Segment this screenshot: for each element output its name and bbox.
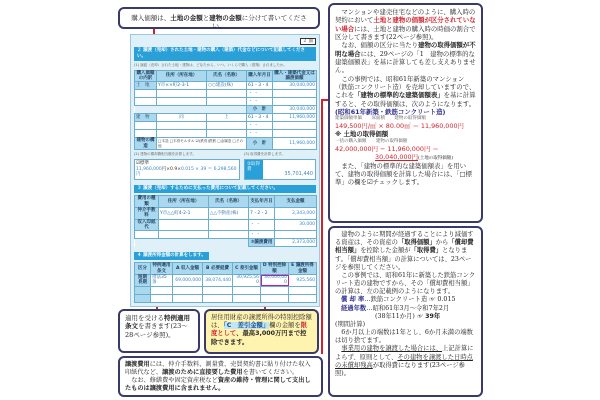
- text: その建物を譲渡した日時点の未償却残高: [335, 353, 473, 369]
- text: 建物の取得価額が不明な場合: [335, 41, 476, 58]
- cell: 上: [207, 114, 247, 122]
- text: なお、価額の区分に当たり: [341, 41, 419, 50]
- table-row: [135, 130, 317, 138]
- label: 経過年数: [341, 304, 367, 312]
- label: 償 却 率: [341, 296, 365, 304]
- col-header: 氏名（名称）: [207, 70, 247, 82]
- text: (期間計算): [335, 320, 366, 328]
- depreciation-calc: ☑標準 11,960,000円×0.9×0.015 × 39 ＝ 6,298,560円: [134, 159, 240, 181]
- col-header: D 特別控除額: [261, 263, 289, 275]
- depreciation-amount: 6,298,560: [213, 166, 237, 172]
- cell: ・ ・: [249, 219, 275, 231]
- cell: ・ ・: [247, 130, 273, 138]
- text: 建物のように期間が経過することにより減価する資産は、その資産の: [335, 231, 474, 247]
- depreciation-rate: 0.015: [180, 166, 194, 172]
- text: 譲渡費用: [125, 361, 150, 368]
- gain-calc-table: [134, 262, 317, 303]
- transfer-cost-callout: [118, 356, 323, 397]
- text: 上記計算によらず、原則として、: [335, 345, 474, 361]
- cell: 61・3・4: [247, 82, 273, 90]
- cell: 69,000,000: [173, 275, 203, 287]
- cell: ・ ・: [249, 231, 275, 239]
- col-header: 支払年月日: [249, 196, 275, 208]
- cell: 同: [157, 114, 207, 122]
- page-mark: ２ 面: [300, 38, 316, 45]
- building-subtotal: 11,960,000: [273, 138, 317, 150]
- table-row: [135, 114, 317, 122]
- cell: 仲介手数料: [135, 207, 159, 219]
- section1-subtitle: (1) 譲渡（売却）された土地・建物は、どなたから、いつ、いくらで購入（建築）されましたか。: [134, 63, 287, 68]
- label: 建物の取得価額: [375, 138, 408, 144]
- text: 居住用財産の譲渡所得の特別控除額は、: [211, 314, 312, 330]
- cell: Y市××町2-3-1: [157, 82, 207, 90]
- col-header: 区分: [135, 263, 151, 275]
- col-header: 住所（所在地）: [159, 196, 209, 208]
- cell: 30,000: [275, 219, 317, 231]
- rate-text: 円×0.9×: [161, 166, 181, 172]
- special-clause-callout: [118, 309, 200, 353]
- depreciation-label: (2) 建物の償却費相当額を計算します。: [134, 152, 196, 157]
- table-row: [135, 138, 317, 150]
- building-type-label: 建物の構造: [136, 138, 155, 149]
- table-row: [135, 82, 317, 90]
- text: には、29ページの「1 建物の標準的な建築価額表」: [335, 49, 475, 66]
- col-header: B 必要経費: [203, 263, 233, 275]
- tax-form-page2: [130, 34, 320, 307]
- callout-text: と: [202, 14, 210, 22]
- cell: 30,925,560: [233, 275, 261, 287]
- cell: ○○建設(株): [207, 82, 247, 90]
- col-header: 支払金額: [275, 196, 317, 208]
- text: には、土地と建物の購入時の時価の割合で区分して書きます(22ページ参照)。: [335, 24, 476, 41]
- label: 床面積: [371, 116, 385, 122]
- section4-title: ４ 譲渡所得金額の計算をします。: [134, 252, 209, 260]
- text: 39年: [425, 312, 441, 320]
- text: 適用を受ける: [125, 314, 164, 322]
- purchase-table: [134, 70, 317, 151]
- cost-total-label: ③譲渡費用: [249, 239, 275, 247]
- text: マンションや建売住宅などのように、購入時の契約において: [335, 8, 476, 25]
- cell: 2,343,000: [275, 207, 317, 219]
- text: となります。「償却費相当額」の計算については、23ページを参照してください。: [335, 247, 472, 271]
- calc-title: (昭和61年新築・鉄筋コンクリート造): [335, 107, 446, 116]
- building-calc: 149,500円/㎡ × 80.00㎡ ＝ 11,960,000円: [335, 122, 464, 131]
- cell: 11,960,000: [273, 114, 317, 122]
- col-header: 購入・建築代金又は譲渡価額: [274, 70, 315, 82]
- label: 一括の購入価額: [335, 138, 367, 144]
- text: この事例では、昭和61年に新築した鉄筋コンクリート造の建物ですから、その「償却費相当額」の計算は、左の記載例のようになります。: [335, 271, 476, 296]
- text: 土地と建物の価額が区分されていない場合: [335, 16, 476, 33]
- acquisition-cost: 35,701,440: [284, 171, 313, 178]
- cell: ・ ・: [247, 122, 273, 130]
- text: 「建物の標準的な建築価額表」: [354, 91, 444, 100]
- building-cost: 11,960,000: [136, 166, 162, 172]
- text: また、「建物の標準的な建築価額表」を用いて、建物の取得価額を計算した場合には、「□標準」の欄を☑チェックします。: [335, 161, 472, 187]
- text: を控除した金額が: [360, 247, 411, 255]
- col-header: 購入年月日: [247, 70, 273, 82]
- col-header: 氏名（名称）: [209, 196, 249, 208]
- cell: ・ ・: [247, 98, 273, 106]
- text: この事例では、昭和61年新築のマンション（鉄筋コンクリート造）を売却していますので、これを: [335, 74, 476, 100]
- text: 特例適用条文: [125, 314, 190, 331]
- text: を基に計算すると、その取得価額は、次のようになります。: [335, 91, 476, 108]
- table-row: [135, 98, 317, 106]
- callout-text: 購入価額は、: [131, 14, 171, 22]
- special-deduction-callout: [204, 309, 319, 354]
- text: 「取得価額」: [397, 239, 436, 247]
- table-row: [135, 219, 317, 231]
- table-row: [135, 239, 317, 247]
- cell: ・ ・: [247, 90, 273, 98]
- label: 建物の取得価額: [394, 116, 426, 122]
- acquisition-label-box: ②取得費: [245, 160, 263, 180]
- land-building-split-note: [328, 3, 483, 223]
- cell: 収入印紙代: [135, 219, 159, 231]
- acquisition-label: (3) 取得費を計算します。: [244, 152, 285, 157]
- text: 「取得費」: [410, 247, 443, 255]
- subtotal-label: 小 計: [247, 138, 273, 150]
- building-type-options[interactable]: □木造 □木骨モルタル ☑(鉄骨)鉄筋 □金属造 □その他: [157, 138, 247, 150]
- table-row: [135, 231, 317, 239]
- text: 資産の維持・管理に関して支出したものは譲渡費用に含まれません。: [125, 377, 311, 393]
- text: 「償却費相当額」: [335, 239, 474, 255]
- land-title: ※ 土地の取得価額: [335, 130, 389, 139]
- acquisition-cost-box: [244, 159, 316, 181]
- text: を基に計算しても差し支えありません。: [335, 57, 476, 75]
- text: には、仲介手数料、測量費、売買契約書に貼り付けた収入印紙代など、: [125, 361, 311, 377]
- subtotal-label: 小 計: [247, 106, 273, 114]
- text: …昭和61年3月～令和7年2月: [366, 304, 450, 312]
- text: (38年11か月) ☞: [375, 312, 424, 320]
- text: 事業用の建物を譲渡した場合には、: [341, 345, 443, 353]
- text: 、最高3,000万円まで控除できます。: [211, 330, 307, 346]
- table-row: [135, 106, 317, 114]
- col-header: E 譲渡所得金額: [289, 263, 317, 275]
- land-subtotal: 30,040,000: [273, 106, 317, 114]
- cost-total: 2,373,000: [275, 239, 317, 247]
- text: なお、修繕費や固定資産税など: [131, 377, 218, 385]
- callout-bold: 土地の金額: [170, 14, 203, 22]
- text: が取得費になります(23ページ参照)。: [335, 361, 465, 377]
- special-deduction: 30,000,000: [261, 275, 289, 287]
- table-row: [135, 122, 317, 130]
- depreciation-note: [328, 226, 483, 397]
- purchase-price-callout: [118, 7, 320, 29]
- text: を書いてください。: [242, 369, 299, 377]
- text: …鉄筋コンクリート造 ☞ 0.015: [364, 296, 456, 304]
- special-clause: 措法35条: [151, 275, 173, 287]
- table-row: [135, 90, 317, 98]
- text: から: [435, 239, 449, 247]
- table-row: [135, 275, 317, 287]
- text: 6か月以上の端数は1年とし、6か月未満の端数は切り捨てます。: [335, 329, 473, 345]
- elapsed-years: 39: [200, 166, 207, 172]
- cell: 建 物: [135, 114, 157, 122]
- arrow: [153, 29, 155, 34]
- col-header: A 収入金額: [173, 263, 203, 275]
- cell: 61・3・4: [247, 114, 273, 122]
- section3-title: ３ 譲渡（売却）するために支払った費用について記載してください。: [134, 185, 316, 193]
- arrow: [321, 100, 323, 354]
- note: (土地の取得価額): [417, 155, 453, 161]
- text: を書きます(23～28ページ参照)。: [125, 322, 188, 339]
- arrow: [321, 99, 328, 101]
- cell: 38,074,440: [203, 275, 233, 287]
- transfer-cost-table: [134, 195, 317, 247]
- col-header: C 差引金額: [233, 263, 261, 275]
- standard-checkbox[interactable]: ☑標準: [136, 160, 150, 166]
- col-header: 費用の種類: [135, 196, 159, 208]
- text: 譲渡のために直接要した費用: [162, 369, 243, 377]
- callout-text: に分けて書いてください。: [212, 14, 307, 31]
- text: 限度として: [211, 322, 307, 338]
- cell: 土 地: [135, 82, 157, 90]
- label: 建築価額単価: [335, 116, 362, 122]
- callout-bold: 建物の金額: [209, 14, 242, 22]
- text: 欄の金額を: [269, 322, 301, 330]
- cell: 925,560: [289, 275, 317, 287]
- col-header: 購入価額の内訳: [136, 70, 155, 82]
- land-calc: 42,000,000円 − 11,960,000円 ＝: [335, 144, 439, 153]
- col-header: 住所（所在地）: [157, 70, 207, 82]
- table-row: [135, 207, 317, 219]
- cell: △△不動産(株): [209, 207, 249, 219]
- land-result: 30,040,000円: [375, 152, 418, 161]
- text: 「C 差引金額」: [223, 322, 270, 330]
- cell: 7・2・2: [249, 207, 275, 219]
- cell: Y市△△町4-2-1: [159, 207, 209, 219]
- cell: 短期長期: [135, 275, 151, 287]
- col-header: 特例適用条文: [152, 263, 171, 274]
- section1-title: ２ 譲渡（売却）された土地・建物の購入（建築）代金などについて記載してください。: [134, 47, 316, 61]
- cell: 30,040,000: [273, 82, 317, 90]
